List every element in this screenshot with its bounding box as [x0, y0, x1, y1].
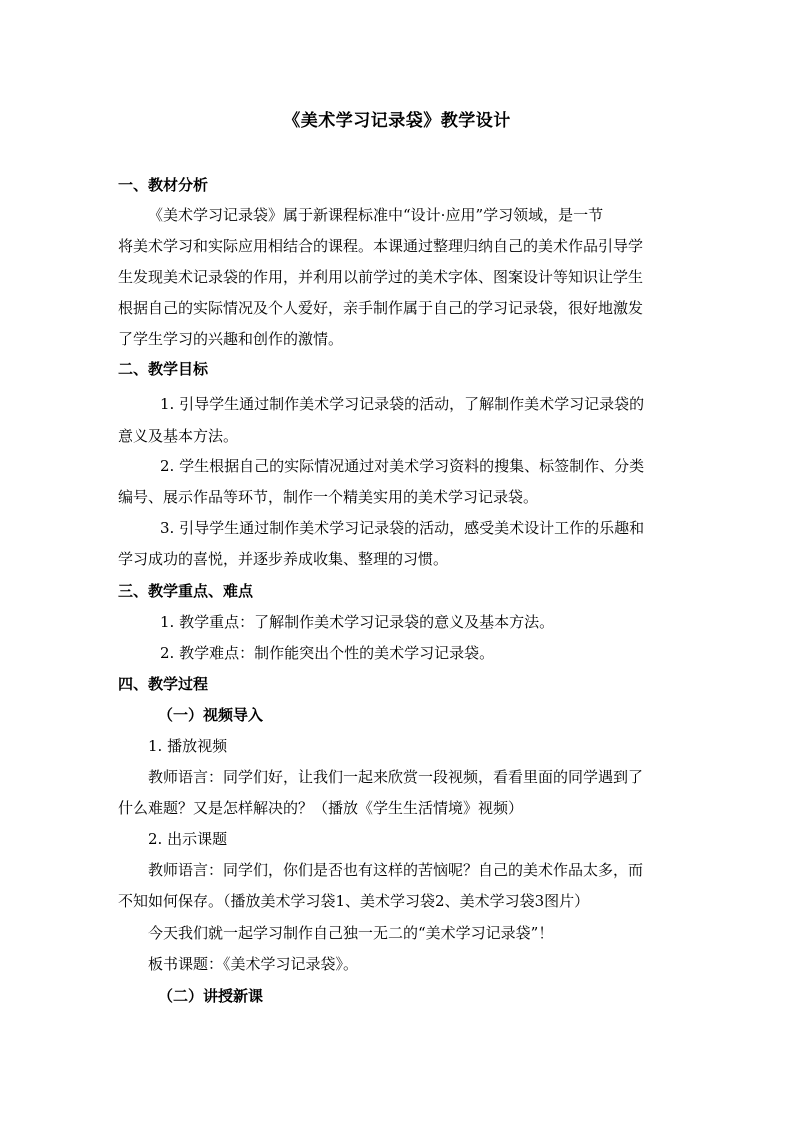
- paragraph-line: 不知如何保存。（播放美术学习袋1、美术学习袋2、美术学习袋3图片）: [118, 892, 590, 910]
- subsection-heading-1: （一）视频导入: [158, 706, 264, 724]
- document-title: 《美术学习记录袋》教学设计: [283, 111, 511, 131]
- paragraph-line: 意义及基本方法。: [118, 427, 239, 445]
- section-heading-4: 四、教学过程: [118, 675, 209, 693]
- section-heading-3: 三、教学重点、难点: [118, 582, 254, 600]
- section-heading-1: 一、教材分析: [118, 176, 209, 194]
- paragraph-line: 学习成功的喜悦，并逐步养成收集、整理的习惯。: [118, 550, 449, 568]
- paragraph-line: 3. 引导学生通过制作美术学习记录袋的活动，感受美术设计工作的乐趣和: [160, 519, 645, 537]
- paragraph-line: 什么难题？又是怎样解决的？（播放《学生生活情境》视频）: [118, 799, 524, 817]
- paragraph-line: 2. 教学难点：制作能突出个性的美术学习记录袋。: [160, 644, 495, 662]
- paragraph-line: 1. 播放视频: [148, 737, 228, 755]
- paragraph-line: 《美术学习记录袋》属于新课程标准中“设计·应用”学习领域，是一节: [148, 206, 604, 224]
- paragraph-line: 生发现美术记录袋的作用，并利用以前学过的美术字体、图案设计等知识让学生: [118, 268, 644, 286]
- paragraph-line: 教师语言：同学们，你们是否也有这样的苦恼呢？自己的美术作品太多，而: [148, 861, 644, 879]
- paragraph-line: 了学生学习的兴趣和创作的激情。: [118, 330, 344, 348]
- paragraph-line: 教师语言：同学们好，让我们一起来欣赏一段视频，看看里面的同学遇到了: [148, 768, 644, 786]
- paragraph-line: 根据自己的实际情况及个人爱好，亲手制作属于自己的学习记录袋，很好地激发: [118, 299, 644, 317]
- subsection-heading-2: （二）讲授新课: [158, 987, 264, 1005]
- paragraph-line: 2. 学生根据自己的实际情况通过对美术学习资料的搜集、标签制作、分类: [160, 457, 645, 475]
- section-heading-2: 二、教学目标: [118, 360, 209, 378]
- paragraph-line: 1. 教学重点：了解制作美术学习记录袋的意义及基本方法。: [160, 613, 555, 631]
- paragraph-line: 1. 引导学生通过制作美术学习记录袋的活动，了解制作美术学习记录袋的: [160, 395, 645, 413]
- paragraph-line: 今天我们就一起学习制作自己独一无二的“美术学习记录袋”！: [148, 924, 554, 942]
- paragraph-line: 编号、展示作品等环节，制作一个精美实用的美术学习记录袋。: [118, 488, 539, 506]
- paragraph-line: 2. 出示课题: [148, 830, 228, 848]
- paragraph-line: 板书课题：《美术学习记录袋》。: [148, 955, 359, 973]
- paragraph-line: 将美术学习和实际应用相结合的课程。本课通过整理归纳自己的美术作品引导学: [118, 237, 644, 255]
